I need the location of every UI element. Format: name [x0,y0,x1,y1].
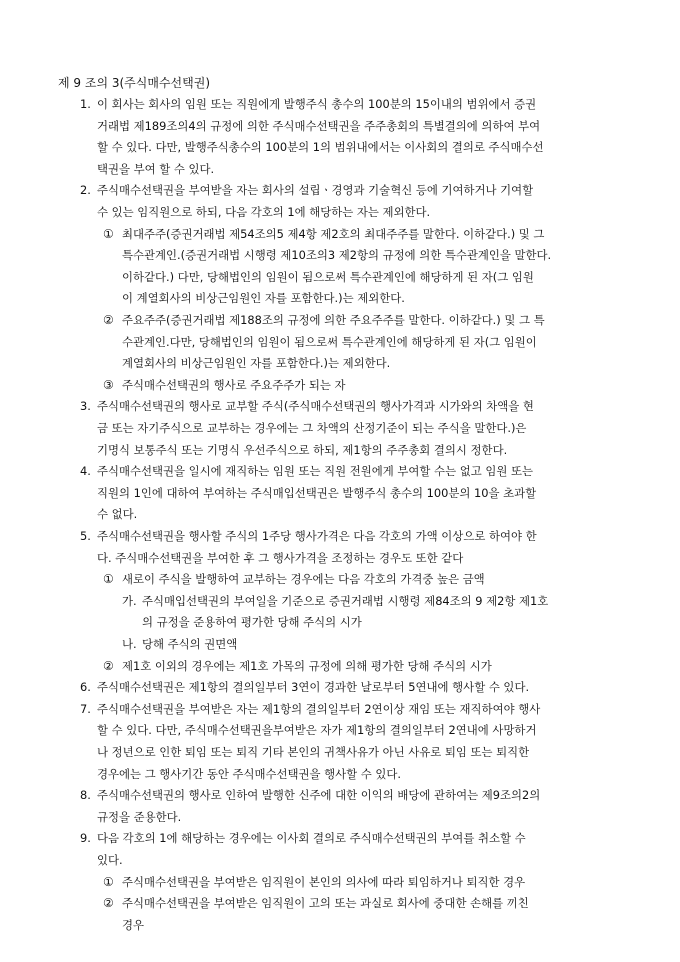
item-4-line: 주식매수선택권을 일시에 재직하는 임원 또는 직원 전원에게 부여할 수는 없고 임원 또는 [97,464,533,479]
item-3-line: 금 또는 자기주식으로 교부하는 경우에는 그 차액의 산정기준이 되는 주식을 말한다.)은 [97,421,527,435]
item-9-line: 다음 각호의 1에 해당하는 경우에는 이사회 결의로 주식매수선택권의 부여를 취소할 수 [97,831,526,846]
item-4-line: 직원의 1인에 대하여 부여하는 주식매입선택권은 발행주식 총수의 100분의 10을 초과할 [97,485,537,500]
sub-item-line: 주요주주(증권거래법 제188조의 규정에 의한 주요주주를 말한다. 이하같다.) 및 그 특 [122,313,545,327]
sub-item-marker: ① [103,226,114,241]
sub-item-line: 이하같다.) 다만, 당해법인의 임원이 됨으로써 특수관계인에 해당하게 된 자(그 임원 [122,269,534,284]
item-number: 1. [80,97,91,111]
item-8-line: 주식매수선택권의 행사로 인하여 발행한 신주에 대한 이익의 배당에 관하여는 제9조의2의 [97,788,541,803]
sub-item-marker: ① [103,572,114,587]
item-1-line: 택권을 부여 할 수 있다. [97,161,215,176]
item-6-line: 주식매수선택권은 제1항의 결의일부터 3연이 경과한 날로부터 5연내에 행사할 수 있다. [97,680,530,695]
sub-sub-item-line: 의 규정을 준용하여 평가한 당해 주식의 시가 [142,615,362,630]
sub-item-line: 주식매수선택권을 부여받은 임직원이 본인의 의사에 따라 퇴임하거나 퇴직한 경우 [122,874,526,889]
item-3-line: 기명식 보통주식 또는 기명식 우선주식으로 하되, 제1항의 주주총회 결의시 정한다. [97,442,508,457]
sub-item-line: 주식매수선택권의 행사로 주요주주가 되는 자 [122,377,346,392]
item-number: 8. [80,788,91,803]
item-3-line: 주식매수선택권의 행사로 교부할 주식(주식매수선택권의 행사가격과 시가와의 차액을 현 [97,399,534,414]
item-7-line: 주식매수선택권을 부여받은 자는 제1항의 결의일부터 2연이상 재임 또는 재직하여야 행사 [97,701,541,716]
sub-item-marker: ② [103,896,114,911]
item-5-line: 다. 주식매수선택권을 부여한 후 그 행사가격을 조정하는 경우도 또한 같다 [97,550,464,565]
item-4-line: 수 없다. [97,507,138,522]
sub-item-line: 이 계열회사의 비상근임원인 자를 포함한다.)는 제외한다. [122,291,405,306]
item-number: 2. [80,183,91,198]
item-number: 3. [80,399,91,414]
sub-item-line: 새로이 주식을 발행하여 교부하는 경우에는 다음 각호의 가격중 높은 금액 [122,572,485,587]
sub-sub-item-line: 당해 주식의 권면액 [142,637,238,651]
item-2-line: 주식매수선택권을 부여받을 자는 회사의 설립ㆍ경영과 기술혁신 등에 기여하거나 기여할 [97,183,534,198]
article-title: 제 9 조의 3(주식매수선택권) [58,76,210,90]
sub-item-line: 최대주주(증권거래법 제54조의5 제4항 제2호의 최대주주를 말한다. 이하같다.) 및 그 [122,226,545,241]
sub-item-marker: ① [103,874,114,889]
sub-item-line: 제1호 이외의 경우에는 제1호 가목의 규정에 의해 평가한 당해 주식의 시가 [122,658,492,673]
sub-item-marker: ② [103,658,114,673]
item-number: 5. [80,529,91,543]
item-9-line: 있다. [97,853,123,867]
item-number: 7. [80,701,91,716]
item-7-line: 나 정년으로 인한 퇴임 또는 퇴직 기타 본인의 귀책사유가 아닌 사유로 퇴임 또는 퇴직한 [97,745,530,759]
item-8-line: 규정을 준용한다. [97,809,182,824]
sub-item-line: 주식매수선택권을 부여받은 임직원이 고의 또는 과실로 회사에 중대한 손해를 끼친 [122,896,529,911]
item-number: 9. [80,831,91,846]
item-1-line: 거래법 제189조의4의 규정에 의한 주식매수선택권을 주주총회의 특별결의에 의하여 부여 [97,118,541,133]
sub-item-marker: ② [103,313,114,327]
sub-item-line: 특수관계인.(증권거래법 시행령 제10조의3 제2항의 규정에 의한 특수관계인을 말한다. [122,248,552,263]
item-1-line: 할 수 있다. 다만, 발행주식총수의 100분의 1의 범위내에서는 이사회의 결의로 주식매수선 [97,140,544,155]
sub-sub-item-marker: 가. [122,593,137,608]
sub-item-line: 수관계인.다만, 당해법인의 임원이 됨으로써 특수관계인에 해당하게 된 자(그 임원이 [122,334,537,349]
sub-item-line: 경우 [122,917,145,932]
sub-item-line: 계열회사의 비상근임원인 자를 포함한다.)는 제외한다. [122,356,391,371]
sub-sub-item-marker: 나. [122,637,137,651]
sub-item-marker: ③ [103,377,114,392]
item-number: 4. [80,464,91,479]
item-2-line: 수 있는 임직원으로 하되, 다음 각호의 1에 해당하는 자는 제외한다. [97,205,431,219]
item-7-line: 경우에는 그 행사기간 동안 주식매수선택권을 행사할 수 있다. [97,766,402,781]
item-1-line: 이 회사는 회사의 임원 또는 직원에게 발행주식 총수의 100분의 15이내의 범위에서 증권 [97,97,537,111]
item-7-line: 할 수 있다. 다만, 주식매수선택권을부여받은 자가 제1항의 결의일부터 2연내에 사망하거 [97,723,537,738]
item-number: 6. [80,680,91,695]
sub-sub-item-line: 주식매입선택권의 부여일을 기준으로 증권거래법 시행령 제84조의 9 제2항 제1호 [142,593,549,608]
item-5-line: 주식매수선택권을 행사할 주식의 1주당 행사가격은 다음 각호의 가액 이상으로 하여야 한 [97,529,537,543]
